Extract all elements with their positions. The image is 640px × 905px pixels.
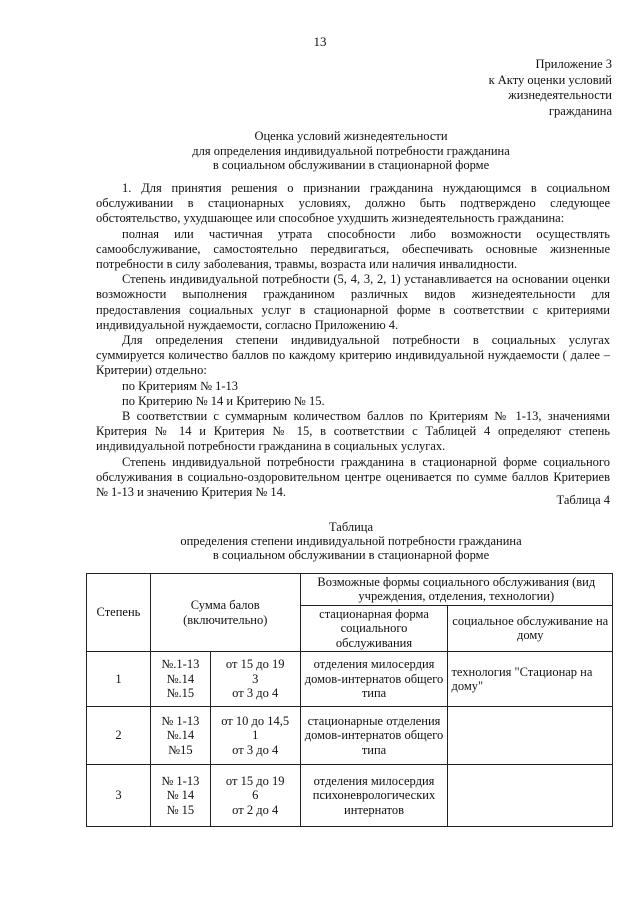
- title-line: для определения индивидуальной потребности гражданина: [192, 143, 510, 158]
- criterion-value: от 15 до 19: [225, 657, 285, 672]
- criterion-value: от 15 до 19: [225, 773, 285, 788]
- paragraph: Для определения степени индивидуальной потребности в социальных услугах суммируется количество баллов по каждому критерию индивидуальной нуждаемости ( далее – Критерии) отдельно:: [96, 333, 610, 378]
- document-title: [96, 129, 606, 173]
- paragraph: Степень индивидуальной потребности (5, 4, 3, 2, 1) устанавливается на основании оценки возможности выполнения гражданином различных видов жизнедеятельности для предоставления социальных услуг в стационарной форме в соответствии с критериями индивидуальной нуждаемости, согласно Приложению 4.: [96, 272, 610, 332]
- criterion-value: от 3 до 4: [232, 686, 279, 701]
- criterion-no: № 1-13: [161, 773, 200, 788]
- criterion-value: 1: [252, 728, 259, 743]
- criterion-value: от 3 до 4: [232, 742, 279, 757]
- criterion-no: №.14: [166, 728, 195, 743]
- table-header-row: [87, 574, 613, 606]
- cell-criteria: [150, 765, 210, 827]
- paragraph: полная или частичная утрата способности либо возможности осуществлять самообслуживание, самостоятельно передвигаться, обеспечивать основные жизненные потребности в силу заболевания, травмы, возраста или наличия инвалидности.: [96, 226, 610, 272]
- cell-home: [448, 707, 613, 765]
- header-forms: Возможные формы социального обслуживания (вид учреждения, отделения, технологии): [300, 574, 612, 606]
- cell-degree: 2: [87, 707, 151, 765]
- criterion-no: № 15: [166, 802, 195, 817]
- appendix-line: Приложение 3: [535, 57, 612, 71]
- cell-home: [448, 765, 613, 827]
- table-title: [96, 521, 606, 562]
- criterion-value: от 2 до 4: [232, 802, 279, 817]
- criterion-no: №.1-13: [161, 657, 200, 672]
- header-stationary: стационарная форма социального обслуживания: [300, 605, 448, 651]
- table-title-line: Таблица: [328, 520, 374, 534]
- document-body: [96, 181, 610, 500]
- appendix-line: жизнедеятельности: [508, 88, 612, 102]
- cell-stationary: отделения милосердия психоневрологических интернатов: [300, 765, 448, 827]
- paragraph: по Критерию № 14 и Критерию № 15.: [122, 393, 325, 408]
- cell-degree: 3: [87, 765, 151, 827]
- table-label: Таблица 4: [556, 493, 610, 507]
- cell-values: [210, 765, 300, 827]
- table-row: [87, 707, 613, 765]
- paragraph: Степень индивидуальной потребности гражданина в стационарной форме социального обслуживания в социально-оздоровительном центре оценивается по сумме баллов Критериев № 1-13 и значению Критерия № 14.: [96, 454, 610, 500]
- table-row: [87, 652, 613, 707]
- cell-stationary: стационарные отделения домов-интернатов общего типа: [300, 707, 448, 765]
- criterion-value: 3: [252, 671, 259, 686]
- cell-stationary: отделения милосердия домов-интернатов общего типа: [300, 652, 448, 707]
- cell-criteria: [150, 707, 210, 765]
- criterion-value: от 10 до 14,5: [221, 713, 290, 728]
- table-row: [87, 765, 613, 827]
- criterion-no: № 14: [166, 788, 195, 803]
- title-line: в социальном обслуживании в стационарной форме: [212, 158, 490, 172]
- page-number: 13: [313, 34, 327, 49]
- criterion-no: № 1-13: [161, 713, 200, 728]
- table-title-line: в социальном обслуживании в стационарной форме: [212, 547, 490, 562]
- paragraph: 1. Для принятия решения о признании гражданина нуждающимся в социальном обслуживании в стационарных условиях, должно быть подтверждено следующее обстоятельство, ухудшающее или способное ухудшить жизнедеятельность гражданина:: [96, 181, 610, 226]
- cell-degree: 1: [87, 652, 151, 707]
- appendix-line: к Акту оценки условий: [488, 72, 612, 87]
- cell-values: [210, 652, 300, 707]
- header-degree: Степень: [87, 574, 151, 652]
- title-line: Оценка условий жизнедеятельности: [254, 129, 448, 143]
- degree-table: [86, 573, 613, 827]
- criterion-no: №.14: [166, 671, 195, 686]
- appendix-note: [489, 57, 612, 119]
- header-home: социальное обслуживание на дому: [448, 605, 613, 651]
- criterion-no: №15: [168, 742, 193, 757]
- criterion-value: 6: [252, 788, 259, 803]
- paragraph: по Критериям № 1-13: [122, 378, 239, 393]
- cell-criteria: [150, 652, 210, 707]
- header-sum: Сумма балов (включительно): [150, 574, 300, 652]
- cell-home: технология "Стационар на дому": [448, 652, 613, 707]
- cell-values: [210, 707, 300, 765]
- appendix-line: гражданина: [548, 103, 612, 118]
- paragraph: В соответствии с суммарным количеством баллов по Критериям № 1-13, значениями Критерия № 14 и Критерия № 15, в соответствии с Таблицей 4 определяют степень индивидуальной потребности гражданина в социальных услугах.: [96, 409, 610, 454]
- table-title-line: определения степени индивидуальной потребности гражданина: [180, 533, 522, 548]
- criterion-no: №.15: [166, 686, 195, 701]
